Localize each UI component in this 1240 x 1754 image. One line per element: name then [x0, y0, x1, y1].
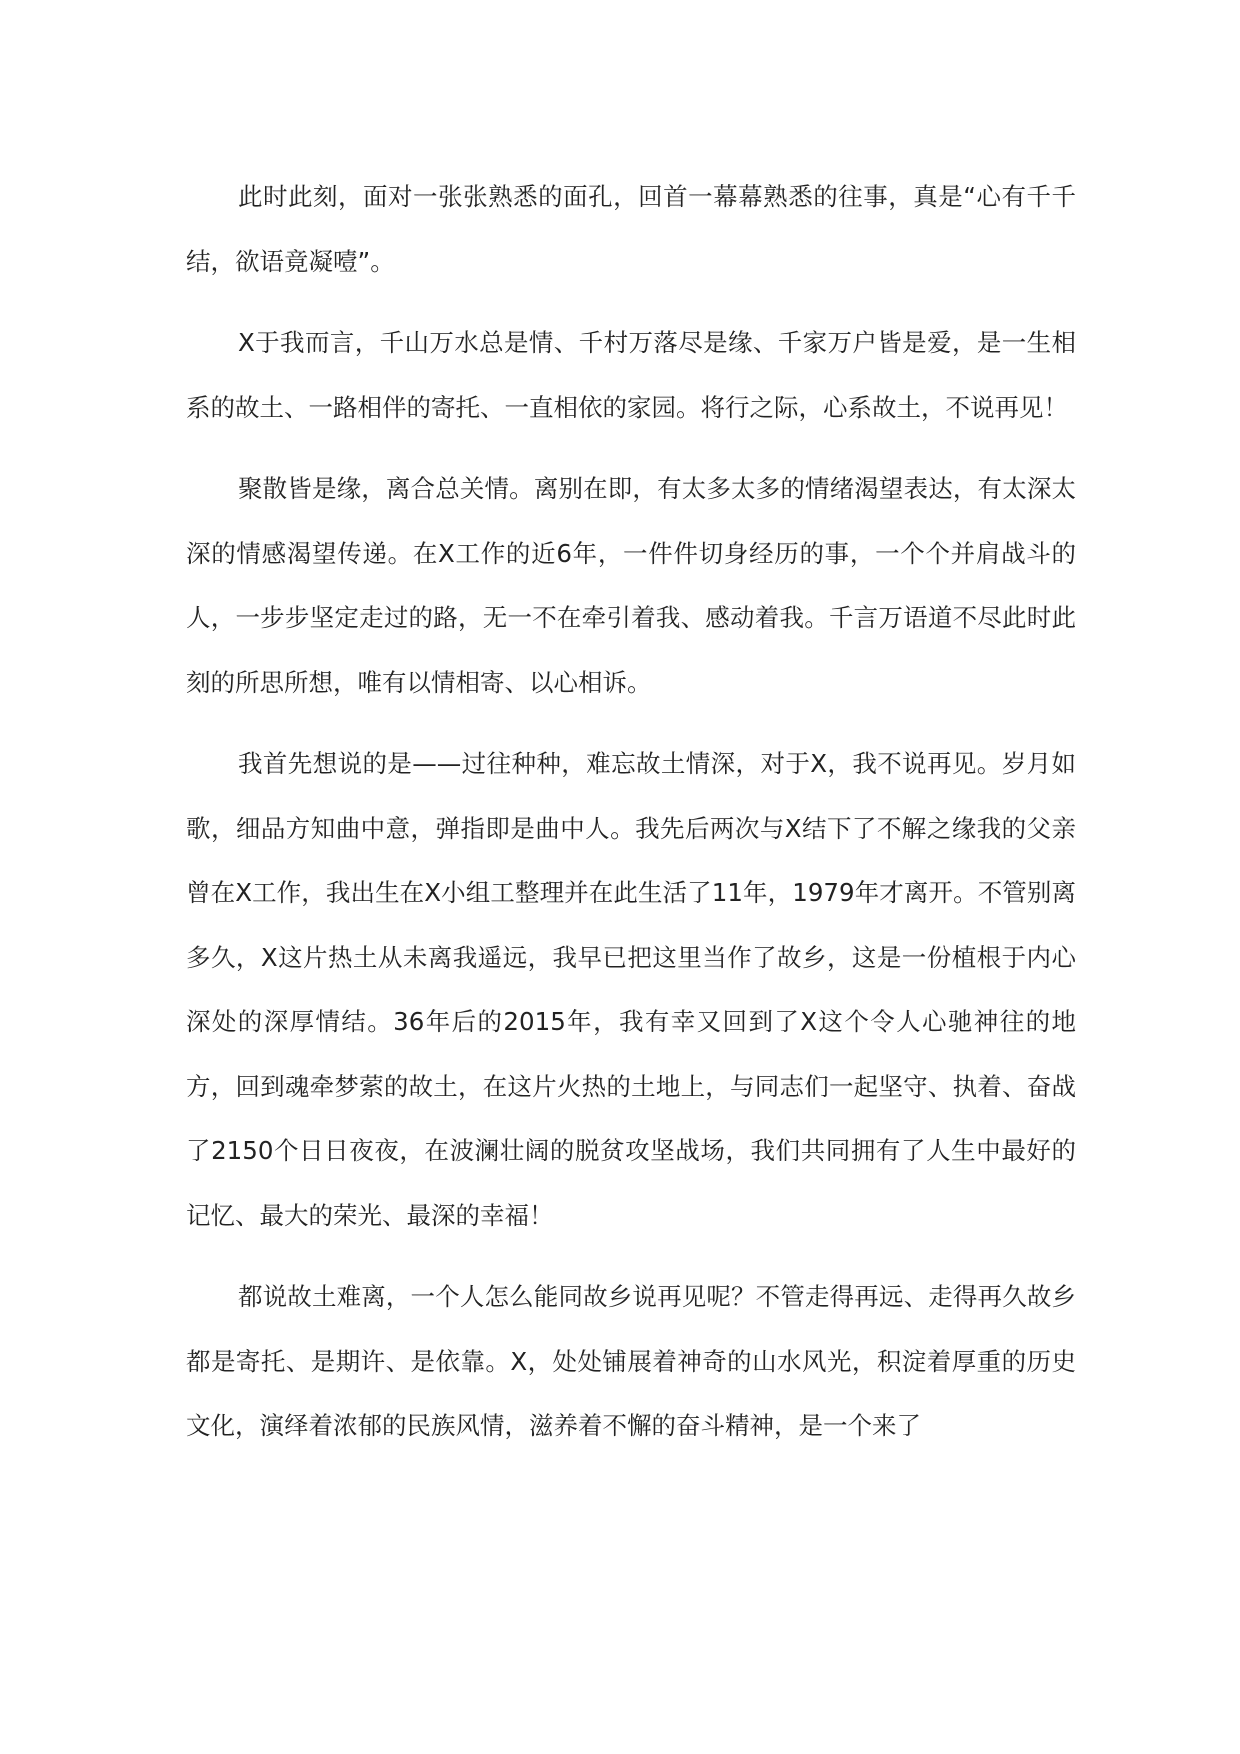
paragraph-4: 我首先想说的是——过往种种，难忘故土情深，对于X，我不说再见。岁月如歌，细品方知曲中意，弹指即是曲中人。我先后两次与X结下了不解之缘我的父亲曾在X工作，我出生在X小组工整理并在此生活了11年，1979年才离开。不管别离多久，X这片热土从未离我遥远，我早已把这里当作了故乡，这是一份植根于内心深处的深厚情结。36年后的2015年，我有幸又回到了X这个令人心驰神往的地方，回到魂牵梦萦的故土，在这片火热的土地上，与同志们一起坚守、执着、奋战了2150个日日夜夜，在波澜壮阔的脱贫攻坚战场，我们共同拥有了人生中最好的记忆、最大的荣光、最深的幸福！	[186, 749, 1076, 1230]
paragraph-1: 此时此刻，面对一张张熟悉的面孔，回首一幕幕熟悉的往事，真是“心有千千结，欲语竟凝噎”。	[186, 182, 1076, 276]
body-text	[186, 165, 1076, 1459]
paragraph-5: 都说故土难离，一个人怎么能同故乡说再见呢？不管走得再远、走得再久故乡都是寄托、是期许、是依靠。X，处处铺展着神奇的山水风光，积淀着厚重的历史文化，演绎着浓郁的民族风情，滋养着不懈的奋斗精神，是一个来了	[186, 1282, 1076, 1440]
paragraph-2: X于我而言，千山万水总是情、千村万落尽是缘、千家万户皆是爱，是一生相系的故土、一路相伴的寄托、一直相依的家园。将行之际，心系故土，不说再见！	[186, 328, 1076, 422]
paragraph-3: 聚散皆是缘，离合总关情。离别在即，有太多太多的情绪渴望表达，有太深太深的情感渴望传递。在X工作的近6年，一件件切身经历的事，一个个并肩战斗的人，一步步坚定走过的路，无一不在牵引着我、感动着我。千言万语道不尽此时此刻的所思所想，唯有以情相寄、以心相诉。	[186, 474, 1076, 697]
